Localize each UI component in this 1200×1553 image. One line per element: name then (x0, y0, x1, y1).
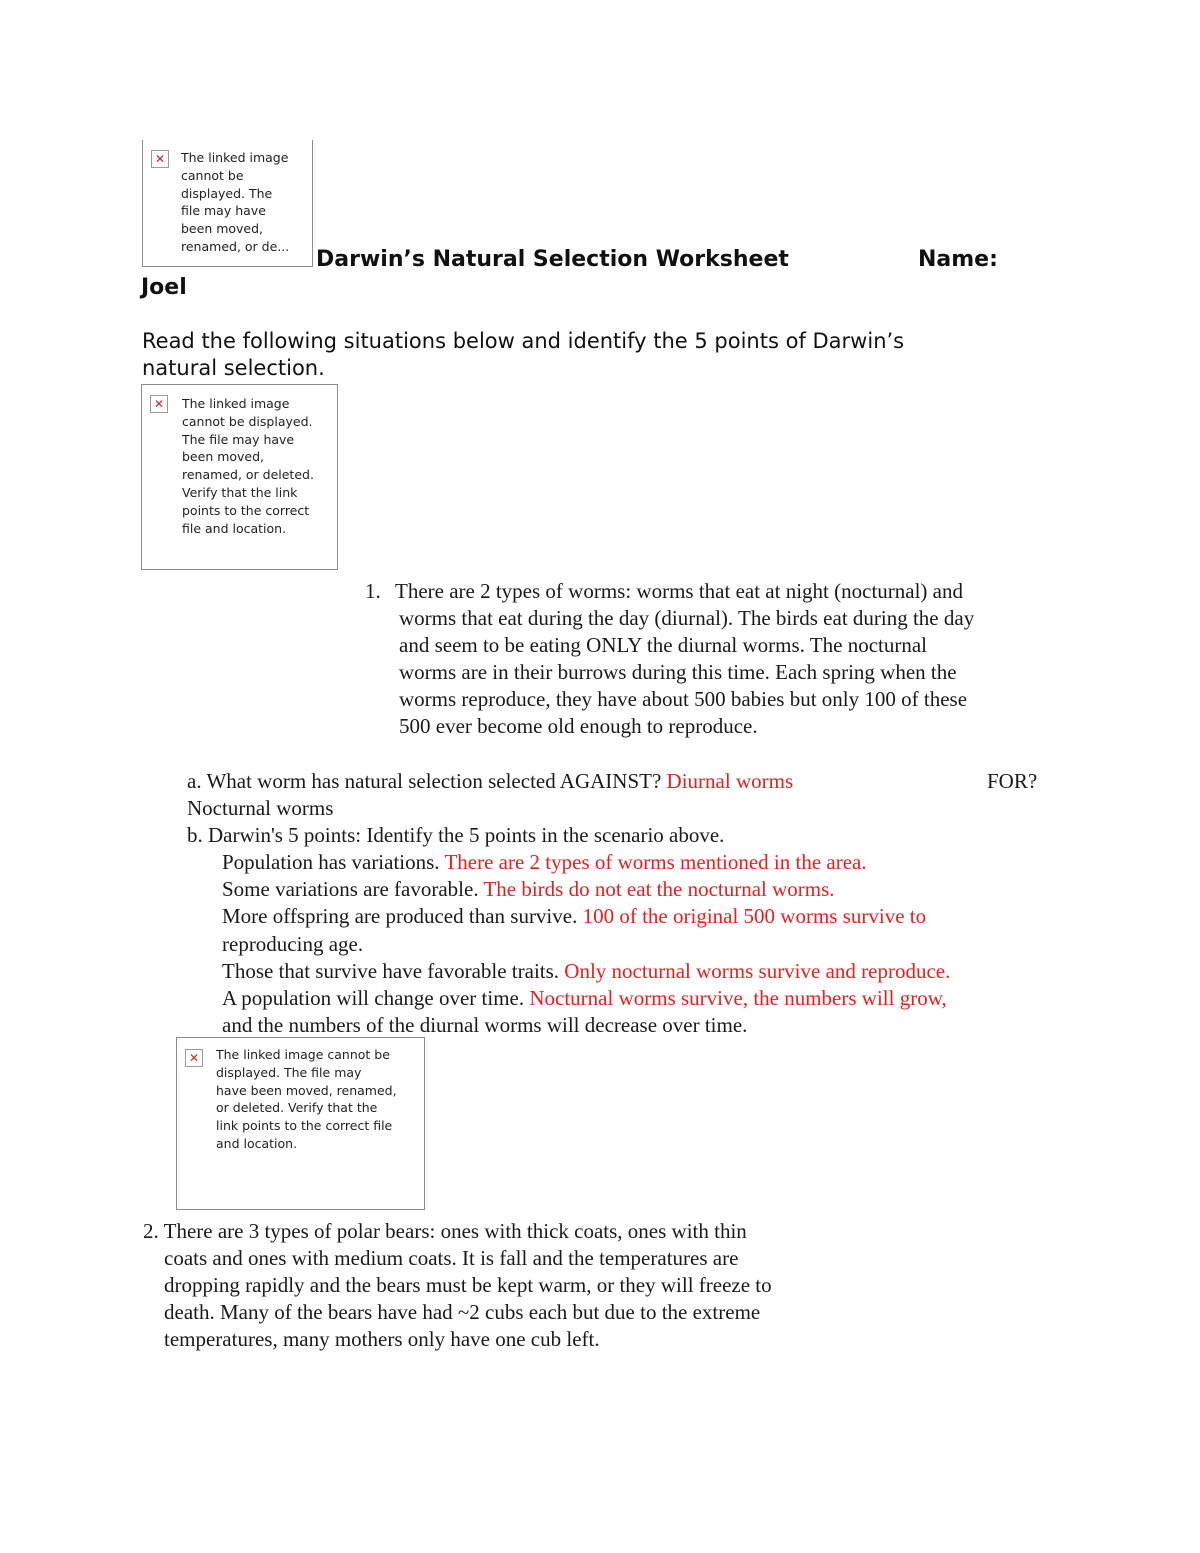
q1b-question: b. Darwin's 5 points: Identify the 5 points in the scenario above. (187, 823, 725, 847)
q1-line-6: 500 ever become old enough to reproduce. (399, 714, 758, 738)
broken-image-3-text: The linked image cannot be displayed. The file may have been moved, renamed, or deleted. Verify that the link points to the correct file and location. (216, 1047, 397, 1151)
point-5-answer: Nocturnal worms survive, the numbers will grow, (529, 986, 947, 1010)
q1-line-2: worms that eat during the day (diurnal). The birds eat during the day (399, 606, 975, 630)
point-3-answer-cont: reproducing age. (222, 932, 364, 956)
name-value: Joel (141, 275, 187, 300)
worksheet-title: Darwin’s Natural Selection Worksheet (316, 247, 789, 272)
point-2: Some variations are favorable. The birds do not eat the nocturnal worms. (222, 877, 835, 901)
broken-image-1-text: The linked image cannot be displayed. The file may have been moved, renamed, or de... (181, 150, 290, 254)
point-4: Those that survive have favorable traits. Only nocturnal worms survive and reproduce. (222, 959, 951, 983)
broken-image-3 (176, 1037, 425, 1210)
point-5: A population will change over time. Nocturnal worms survive, the numbers will grow, (222, 986, 947, 1010)
point-1: Population has variations. There are 2 types of worms mentioned in the area. (222, 850, 867, 874)
broken-image-2-text: The linked image cannot be displayed. The file may have been moved, renamed, or deleted. Verify that the link points to the correct file and location. (182, 396, 314, 536)
intro-text: Read the following situations below and identify the 5 points of Darwin’s natural selection. (142, 329, 905, 380)
point-2-answer: The birds do not eat the nocturnal worms. (483, 877, 835, 901)
point-1-answer: There are 2 types of worms mentioned in the area. (444, 850, 867, 874)
q1-line-3: and seem to be eating ONLY the diurnal worms. The nocturnal (399, 633, 928, 657)
q2-line-2: coats and ones with medium coats. It is fall and the temperatures are (164, 1246, 739, 1270)
q2-line-4: death. Many of the bears have had ~2 cubs each but due to the extreme (164, 1300, 761, 1324)
broken-image-2 (141, 384, 338, 570)
q1a-answer-for: Nocturnal worms (187, 796, 334, 820)
broken-image-1 (142, 140, 313, 267)
point-4-answer: Only nocturnal worms survive and reproduce. (564, 959, 951, 983)
q1a-answer-against: Diurnal worms (666, 769, 794, 793)
q1a-question: a. What worm has natural selection selected AGAINST? Diurnal worms (187, 769, 794, 793)
point-3-answer: 100 of the original 500 worms survive to (582, 904, 927, 928)
broken-image-icon: ✕ (185, 1049, 203, 1067)
q2-line-5: temperatures, many mothers only have one cub left. (164, 1327, 600, 1351)
q1-line-5: worms reproduce, they have about 500 babies but only 100 of these (399, 687, 968, 711)
q2-line-1: 2. There are 3 types of polar bears: ones with thick coats, ones with thin (143, 1219, 747, 1243)
q2-line-3: dropping rapidly and the bears must be kept warm, or they will freeze to (164, 1273, 772, 1297)
q1-line-4: worms are in their burrows during this time. Each spring when the (399, 660, 957, 684)
q1-number: 1. (365, 579, 381, 603)
point-3: More offspring are produced than survive. 100 of the original 500 worms survive to (222, 904, 927, 928)
broken-image-icon: ✕ (150, 395, 168, 413)
broken-image-icon: ✕ (151, 150, 169, 168)
name-label: Name: (918, 247, 998, 272)
point-5-answer-cont: and the numbers of the diurnal worms will decrease over time. (222, 1013, 748, 1037)
q1a-for-label: FOR? (987, 769, 1038, 793)
q1-line-1: There are 2 types of worms: worms that eat at night (nocturnal) and (395, 579, 963, 603)
